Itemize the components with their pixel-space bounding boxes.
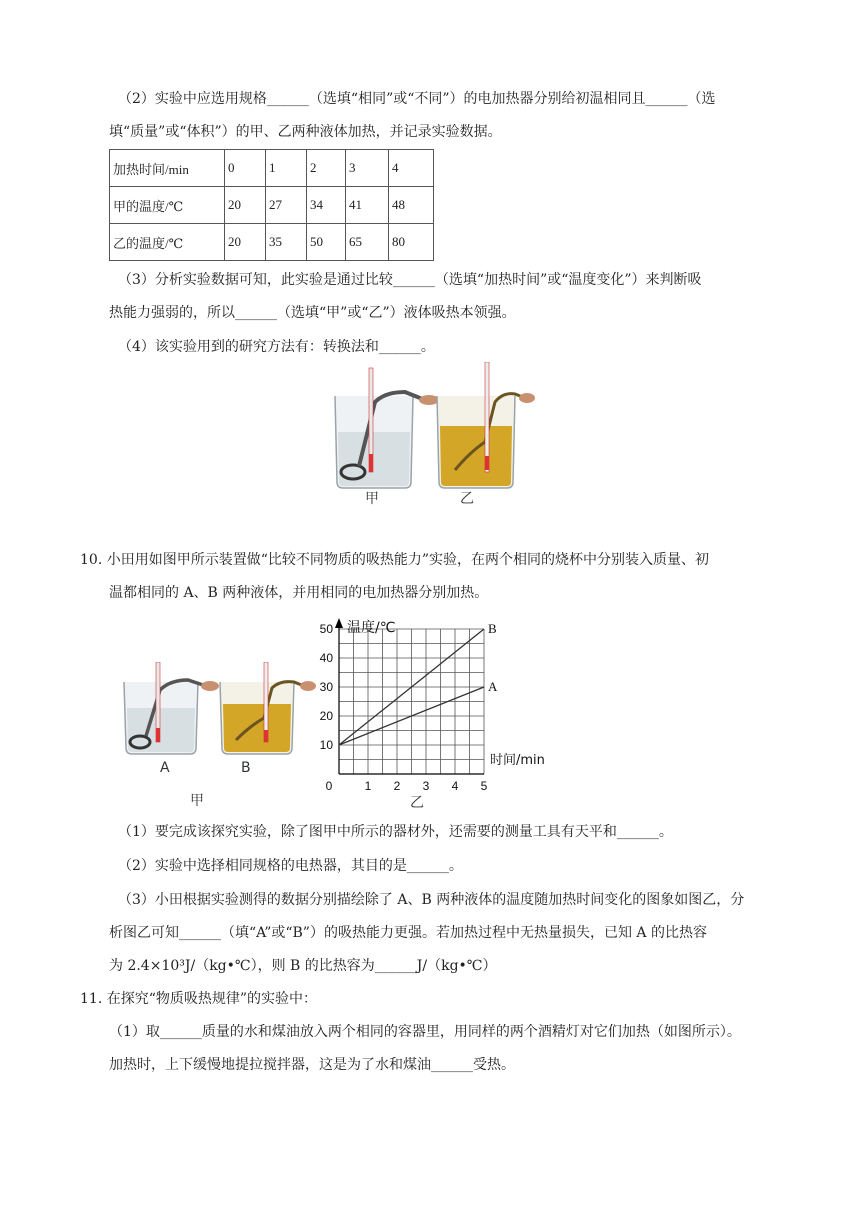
q9-part3-line1: （3）分析实验数据可知，此实验是通过比较______（选填“加热时间”或“温度变化”）来判断吸: [118, 272, 702, 288]
table-cell: 甲的温度/℃: [110, 187, 225, 224]
q10-part3-line3: 为 2.4×10³J/（kg•℃），则 B 的比热容为______J/（kg•℃）: [109, 958, 497, 974]
q9-part2-line1: （2）实验中应选用规格______（选填“相同”或“不同”）的电加热器分别给初温相同且______（选: [118, 91, 716, 107]
y-tick-label: 40: [319, 651, 333, 665]
q9-part4: （4）该实验用到的研究方法有：转换法和______。: [118, 339, 435, 355]
beaker-label-b: B: [241, 760, 251, 776]
table-row: [110, 224, 434, 261]
table-cell: 3: [346, 150, 389, 187]
figure-label-yi-q10: 乙: [410, 795, 424, 811]
beaker-b-illustration: [220, 662, 316, 754]
x-tick-label: 2: [393, 779, 401, 793]
series-label-a: A: [488, 679, 498, 694]
table-cell: 2: [307, 150, 346, 187]
table-cell: 20: [225, 187, 266, 224]
table-cell: 加热时间/min: [110, 150, 225, 187]
x-tick-label: 4: [451, 779, 459, 793]
x-tick-label: 1: [364, 779, 372, 793]
beaker-a-illustration: [124, 662, 219, 754]
y-tick-label: 10: [319, 738, 333, 752]
temperature-time-chart: [315, 612, 565, 812]
table-cell: 50: [307, 224, 346, 261]
q11-part1-line2: 加热时，上下缓慢地提拉搅拌器，这是为了水和煤油______受热。: [109, 1057, 515, 1073]
q10-stem-line1: 10. 小田用如图甲所示装置做“比较不同物质的吸热能力”实验，在两个相同的烧杯中分别装入质量、初: [80, 552, 710, 568]
table-cell: 48: [389, 187, 434, 224]
figure-label-yi: 乙: [460, 491, 474, 507]
y-tick-label: 50: [319, 622, 333, 636]
table-cell: 乙的温度/℃: [110, 224, 225, 261]
q10-part2: （2）实验中选择相同规格的电热器，其目的是______。: [118, 858, 463, 874]
table-cell: 65: [346, 224, 389, 261]
q9-part3-line2: 热能力强弱的，所以______（选填“甲”或“乙”）液体吸热本领强。: [109, 305, 516, 321]
beaker-yi-illustration: [437, 362, 535, 488]
beaker-label-a: A: [160, 760, 170, 776]
y-tick-label: 20: [319, 709, 333, 723]
q10-stem-line2: 温都相同的 A、B 两种液体，并用相同的电加热器分别加热。: [109, 585, 489, 601]
table-cell: 80: [389, 224, 434, 261]
series-label-b: B: [488, 621, 497, 636]
q10-part3-line2: 析图乙可知______（填“A”或“B”）的吸热能力更强。若加热过程中无热量损失，已知 A 的比热容: [109, 925, 707, 941]
y-axis-arrow: [335, 618, 343, 628]
table-cell: 34: [307, 187, 346, 224]
data-table: [109, 149, 434, 261]
table-cell: 4: [389, 150, 434, 187]
beakers-figure-q10: [118, 662, 318, 762]
table-cell: 35: [266, 224, 307, 261]
q10-part1: （1）要完成该探究实验，除了图甲中所示的器材外，还需要的测量工具有天平和______。: [118, 824, 673, 840]
q11-part1-line1: （1）取______质量的水和煤油放入两个相同的容器里，用同样的两个酒精灯对它们加热（如图所示）。: [109, 1024, 741, 1040]
figure-label-jia: 甲: [365, 491, 379, 507]
q9-part2-line2: 填“质量”或“体积”）的甲、乙两种液体加热，并记录实验数据。: [109, 124, 502, 140]
table-cell: 27: [266, 187, 307, 224]
table-cell: 41: [346, 187, 389, 224]
y-axis-label: 温度/℃: [347, 620, 396, 636]
table-cell: 1: [266, 150, 307, 187]
table-row: [110, 150, 434, 187]
table-cell: 20: [225, 224, 266, 261]
q10-part3-line1: （3）小田根据实验测得的数据分别描绘除了 A、B 两种液体的温度随加热时间变化的图象如图乙，分: [118, 892, 745, 908]
x-tick-label: 0: [325, 779, 333, 793]
y-tick-label: 30: [319, 680, 333, 694]
beakers-figure-q9: [325, 362, 535, 510]
q11-stem: 11. 在探究“物质吸热规律”的实验中：: [80, 991, 318, 1007]
x-tick-label: 5: [480, 779, 488, 793]
table-cell: 0: [225, 150, 266, 187]
x-tick-label: 3: [422, 779, 430, 793]
x-axis-label: 时间/min: [490, 753, 545, 768]
figure-label-jia-q10: 甲: [190, 793, 204, 809]
table-row: [110, 187, 434, 224]
beaker-jia-illustration: [335, 368, 439, 488]
